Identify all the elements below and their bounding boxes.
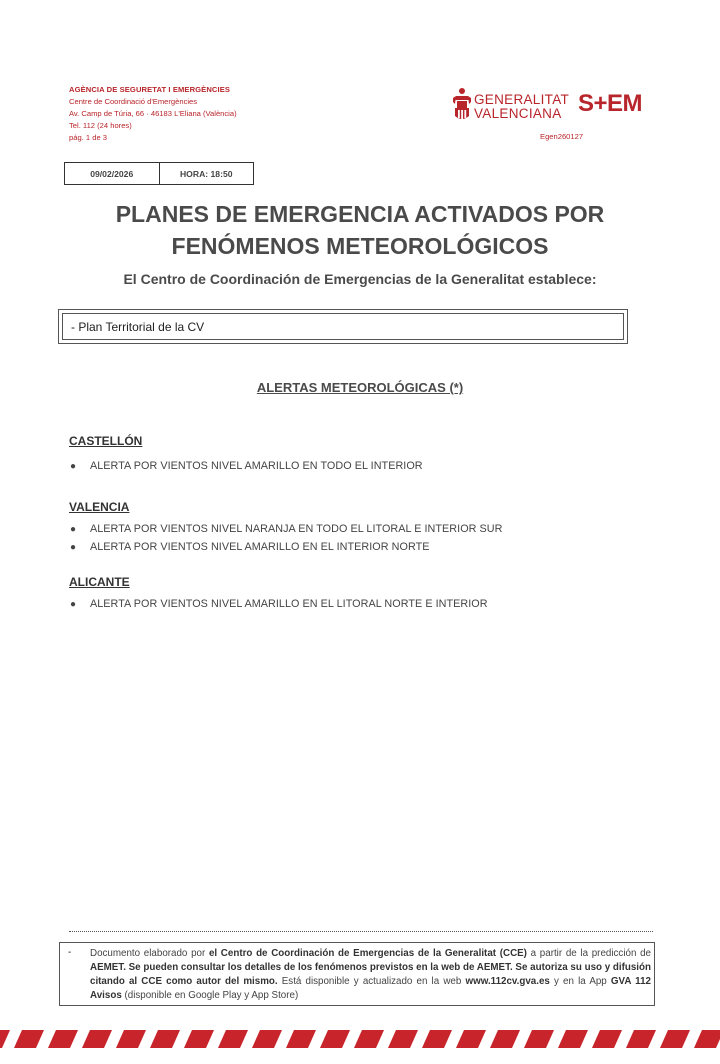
alert-item — [69, 539, 503, 557]
stripe-segment — [82, 1030, 112, 1048]
stripe-segment — [592, 1030, 622, 1048]
sem-logo: S+EM — [578, 90, 643, 117]
stripe-segment — [184, 1030, 214, 1048]
alert-item — [69, 596, 488, 614]
alert-text: ALERTA POR VIENTOS NIVEL AMARILLO EN EL INTERIOR NORTE — [90, 540, 430, 553]
footer-text-part: y en la App — [549, 976, 611, 987]
agency-name: AGÈNCIA DE SEGURETAT I EMERGÈNCIES — [69, 85, 231, 94]
footer-text-bold: AEMET. Se pueden consultar los detalles de los fenómenos previstos en la web de AEMET. Se autoriza su uso y difusión citando al CCE como autor del mismo. — [90, 962, 651, 987]
stripe-segment — [150, 1030, 180, 1048]
stripe-segment — [422, 1030, 452, 1048]
agency-phone: Tel. 112 (24 hores) — [69, 121, 132, 130]
stripe-segment — [524, 1030, 554, 1048]
province-name: ALICANTE — [69, 575, 130, 589]
footer-text-part: a partir de la predicción de — [526, 948, 651, 959]
title-line-2: FENÓMENOS METEOROLÓGICOS — [171, 233, 549, 259]
alert-text: ALERTA POR VIENTOS NIVEL AMARILLO EN EL LITORAL NORTE E INTERIOR — [90, 598, 488, 610]
stripe-segment — [14, 1030, 44, 1048]
stripe-segment — [116, 1030, 146, 1048]
footer-text-part: (disponible en Google Play y App Store) — [121, 990, 299, 1001]
page-subtitle: El Centro de Coordinación de Emergencias de la Generalitat establece: — [123, 271, 597, 287]
alert-text: ALERTA POR VIENTOS NIVEL NARANJA EN TODO EL LITORAL E INTERIOR SUR — [90, 523, 503, 535]
stripe-segment — [48, 1030, 78, 1048]
stripe-segment — [320, 1030, 350, 1048]
title-line-1: PLANES DE EMERGENCIA ACTIVADOS POR — [115, 201, 605, 227]
agency-address-line: Centre de Coordinació d'Emergències — [69, 97, 198, 106]
bullet-icon: ● — [70, 524, 77, 535]
footer-text-bold: el Centro de Coordinación de Emergencias de la Generalitat (CCE) — [208, 948, 527, 959]
stripe-segment — [558, 1030, 588, 1048]
footer-text — [90, 947, 651, 1003]
bullet-icon: ● — [70, 541, 77, 553]
province-section-castellon — [69, 434, 423, 476]
document-code: Egen260127 — [540, 132, 584, 141]
stripe-segment — [354, 1030, 384, 1048]
stripe-segment — [626, 1030, 656, 1048]
active-plan-text: - Plan Territorial de la CV — [62, 313, 624, 340]
agency-address-line: Av. Camp de Túria, 66 · 46183 L'Eliana (València) — [69, 109, 237, 118]
bullet-icon: ● — [70, 461, 77, 472]
dotted-divider — [69, 931, 653, 932]
stripe-segment — [286, 1030, 316, 1048]
time-cell: HORA: 18:50 — [159, 163, 254, 184]
stripe-segment — [218, 1030, 248, 1048]
stripe-segment — [694, 1030, 720, 1048]
footer-text-part: Documento elaborado por — [90, 948, 209, 959]
stripe-segment — [490, 1030, 520, 1048]
stripe-segment — [456, 1030, 486, 1048]
province-section-valencia — [69, 500, 503, 556]
stripe-segment — [252, 1030, 282, 1048]
date-cell: 09/02/2026 — [90, 168, 134, 179]
logo-line-2: VALENCIANA — [474, 106, 562, 121]
stripe-segment — [0, 1030, 10, 1048]
footer-note — [59, 942, 655, 1006]
province-section-alicante — [69, 575, 488, 614]
alert-text: ALERTA POR VIENTOS NIVEL AMARILLO EN TODO EL INTERIOR — [90, 460, 423, 472]
footer-dash: - — [68, 947, 72, 958]
province-name: VALENCIA — [69, 500, 130, 514]
footer-text-part: Está disponible y actualizado en la web — [277, 976, 466, 987]
page-number: pág. 1 de 3 — [69, 133, 108, 142]
page-title — [0, 198, 720, 262]
alerts-heading: ALERTAS METEOROLÓGICAS (*) — [256, 380, 464, 395]
date-time-box — [64, 162, 254, 185]
footer-link-web: www.112cv.gva.es — [465, 976, 550, 987]
logo-line-1: GENERALITAT — [474, 92, 570, 107]
alert-item — [69, 521, 503, 539]
generalitat-logo-text — [474, 93, 569, 121]
decorative-stripe — [0, 1030, 720, 1048]
active-plan-box — [58, 309, 628, 344]
alert-item — [69, 458, 423, 476]
bullet-icon: ● — [70, 599, 77, 610]
province-name: CASTELLÓN — [69, 434, 143, 448]
agency-header — [69, 84, 237, 144]
stripe-segment — [388, 1030, 418, 1048]
footer-app-name: GVA 112 Avisos — [90, 976, 651, 1001]
stripe-segment — [660, 1030, 690, 1048]
